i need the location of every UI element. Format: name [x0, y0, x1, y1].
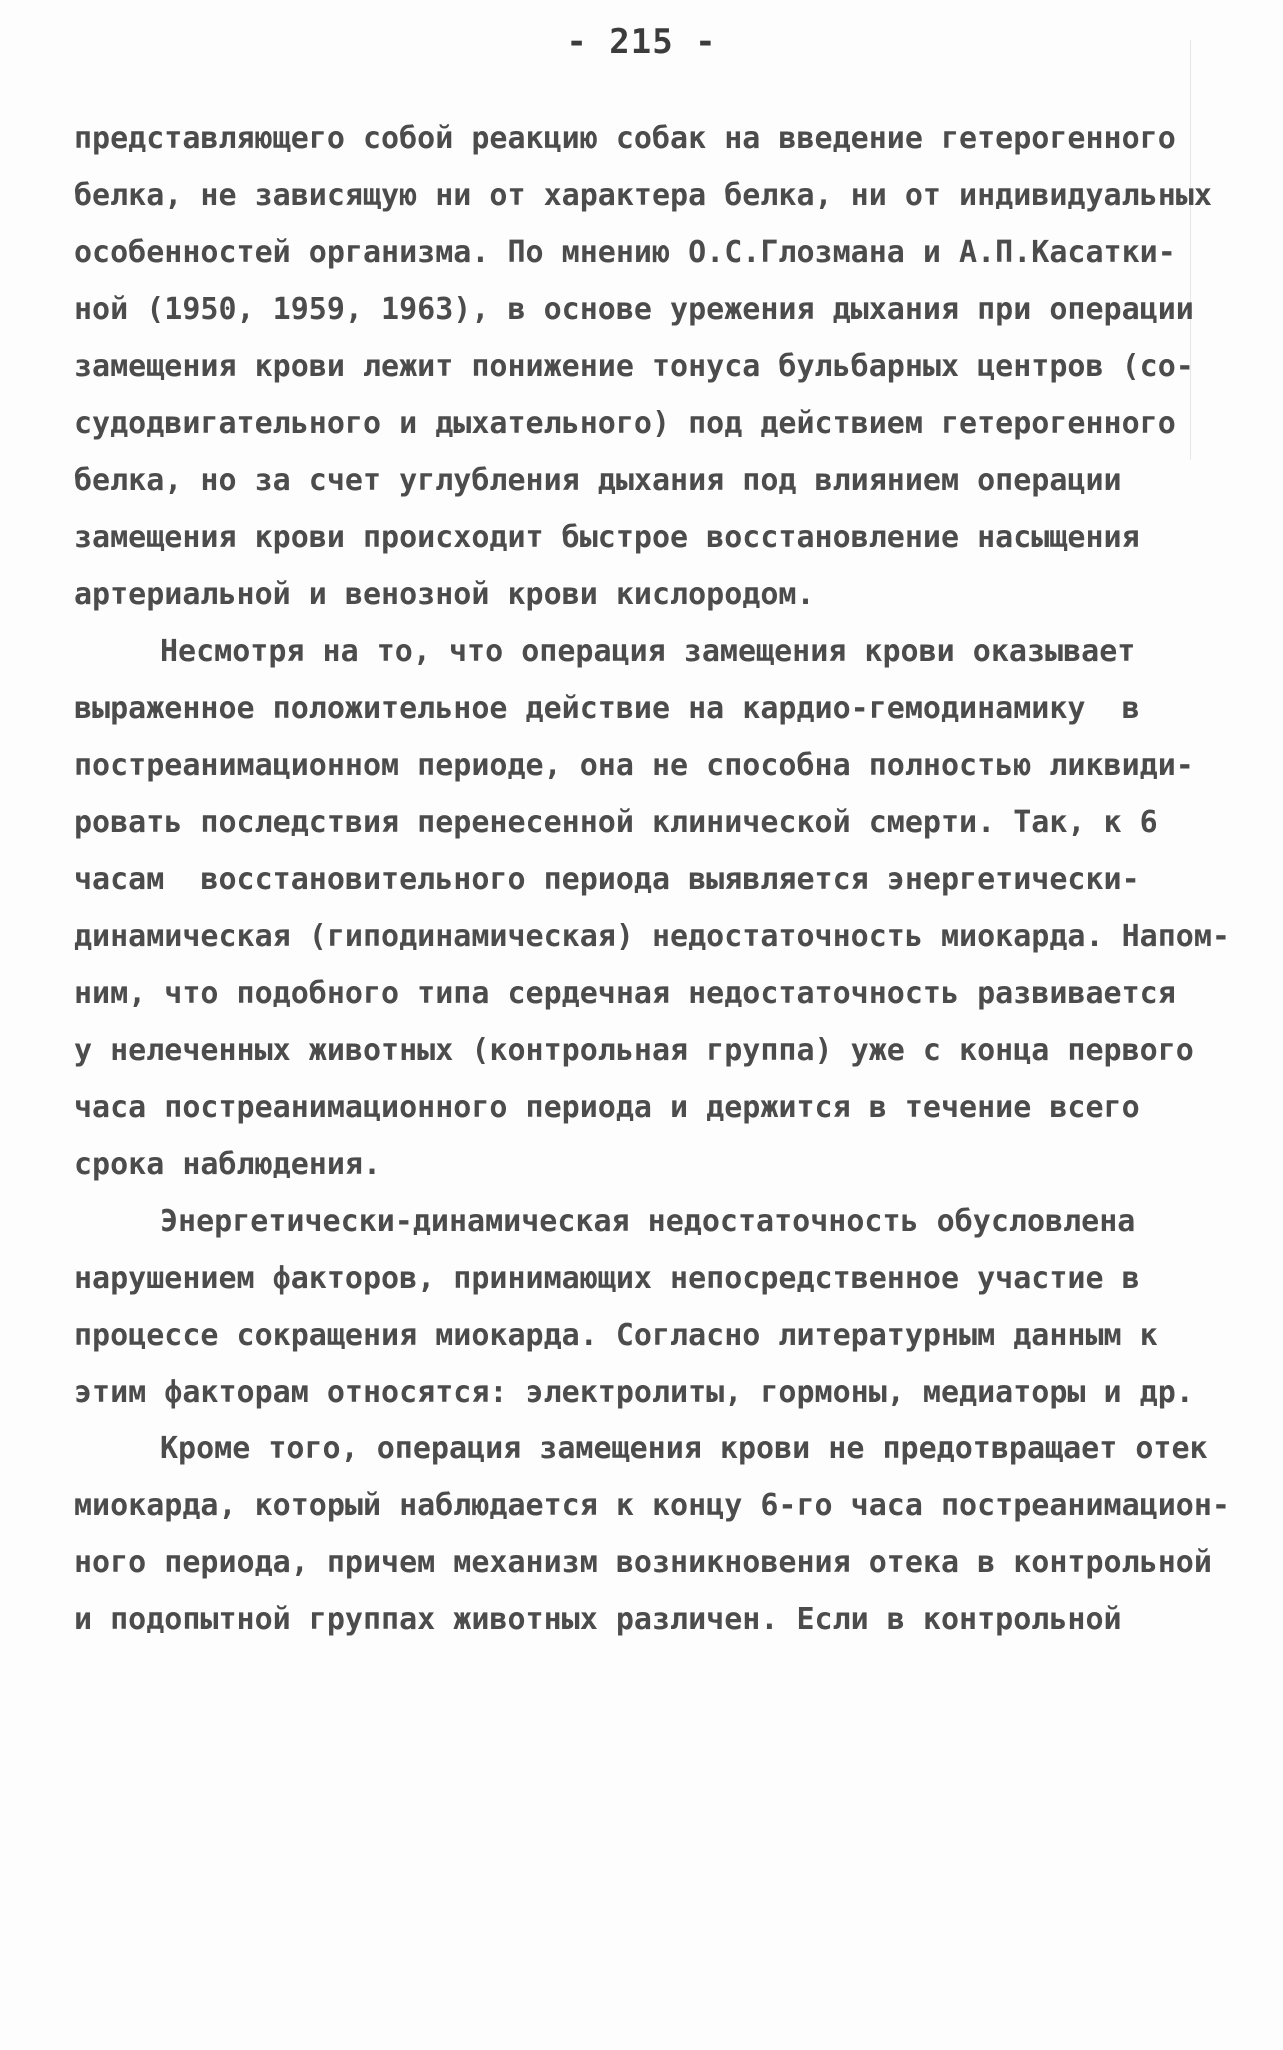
text-line: выраженное положительное действие на кардио-гемодинамику в [74, 691, 1140, 726]
text-line: замещения крови лежит понижение тонуса бульбарных центров (со- [74, 349, 1194, 384]
text-line: ного периода, причем механизм возникновения отека в контрольной [74, 1545, 1212, 1580]
text-line: срока наблюдения. [74, 1147, 382, 1182]
text-line: ним, что подобного типа сердечная недостаточность развивается [74, 976, 1176, 1011]
text-line: белка, но за счет углубления дыхания под влиянием операции [74, 463, 1122, 498]
text-line: динамическая (гиподинамическая) недостаточность миокарда. Напом- [74, 919, 1230, 954]
text-line: часа постреанимационного периода и держится в течение всего [74, 1090, 1140, 1125]
text-line: артериальной и венозной крови кислородом. [74, 577, 815, 612]
text-line: Несмотря на то, что операция замещения крови оказывает [160, 634, 1136, 669]
paragraph-1 [74, 110, 1212, 623]
paragraph-4 [74, 1420, 1230, 1648]
text-line: Энергетически-динамическая недостаточность обусловлена [160, 1204, 1136, 1239]
text-line: Кроме того, операция замещения крови не предотвращает отек [160, 1431, 1208, 1466]
text-line: замещения крови происходит быстрое восстановление насыщения [74, 520, 1140, 555]
text-line: процессе сокращения миокарда. Согласно литературным данным к [74, 1318, 1158, 1353]
text-line: особенностей организма. По мнению О.С.Глозмана и А.П.Касатки- [74, 235, 1176, 270]
text-line: судодвигательного и дыхательного) под действием гетерогенного [74, 406, 1176, 441]
text-line: нарушением факторов, принимающих непосредственное участие в [74, 1261, 1140, 1296]
text-line: белка, не зависящую ни от характера белка, ни от индивидуальных [74, 178, 1212, 213]
text-line: постреанимационном периоде, она не способна полностью ликвиди- [74, 748, 1194, 783]
text-line: миокарда, который наблюдается к концу 6-го часа постреанимацион- [74, 1488, 1230, 1523]
paragraph-3 [74, 1193, 1204, 1421]
paragraph-2 [74, 623, 1230, 1193]
text-line: ной (1950, 1959, 1963), в основе урежения дыхания при операции [74, 292, 1194, 327]
text-line: ровать последствия перенесенной клинической смерти. Так, к 6 [74, 805, 1158, 840]
text-line: у нелеченных животных (контрольная группа) уже с конца первого [74, 1033, 1194, 1068]
text-line: представляющего собой реакцию собак на введение гетерогенного [74, 121, 1176, 156]
text-line: и подопытной группах животных различен. Если в контрольной [74, 1602, 1122, 1637]
text-line: часам восстановительного периода выявляется энергетически- [74, 862, 1140, 897]
page-number: - 215 - [566, 22, 717, 62]
text-line: этим факторам относятся: электролиты, гормоны, медиаторы и др. [74, 1375, 1194, 1410]
